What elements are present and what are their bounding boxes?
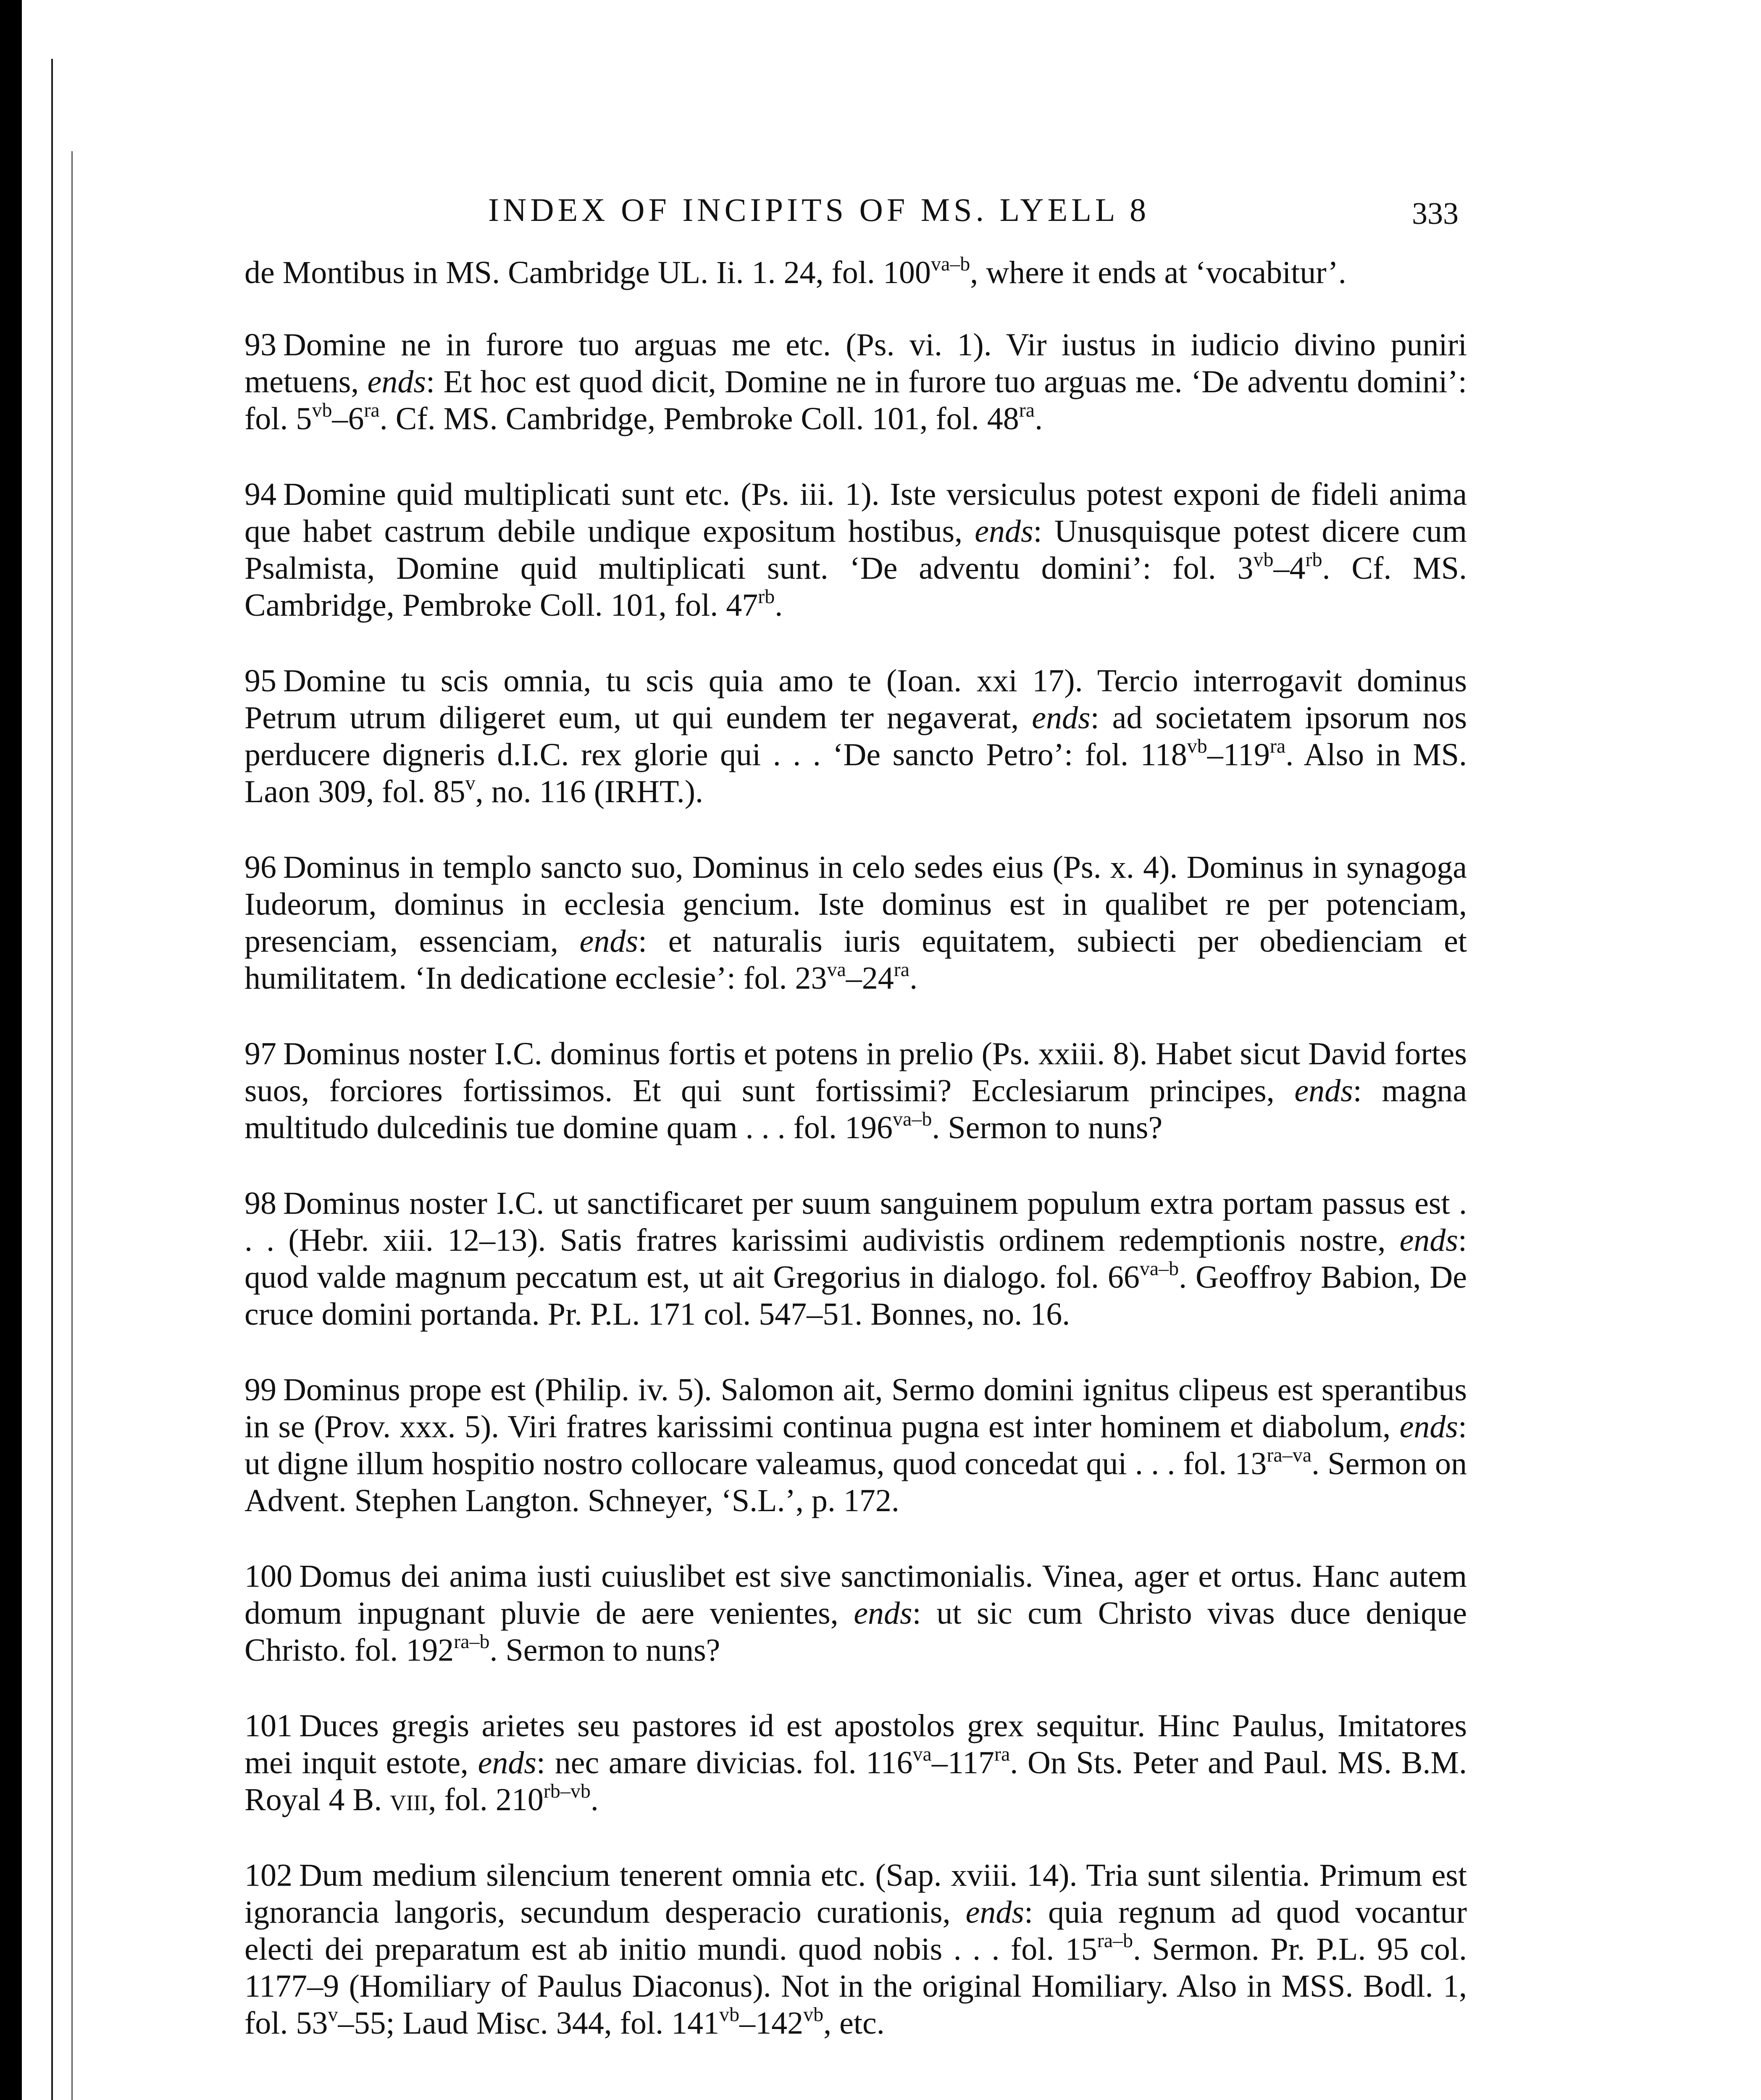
entry-text: –6: [332, 401, 364, 436]
entry-text: : magna multitudo dulcedinis tue domine quam . . . fol. 196: [244, 1073, 1467, 1145]
folio-superscript: rb: [758, 585, 775, 608]
index-entry-97: [244, 1035, 1467, 1146]
index-entry-93: [244, 326, 1467, 437]
running-title: INDEX OF INCIPITS OF MS. LYELL 8: [488, 192, 1150, 228]
entry-number: 99: [244, 1372, 276, 1407]
entry-text: –117: [931, 1745, 994, 1780]
entry-number: 96: [244, 850, 276, 885]
entry-text: : ut digne illum hospitio nostro collocare valeamus, quod concedat qui . . . fol. 13: [244, 1409, 1467, 1481]
folio-superscript: ra: [894, 958, 910, 981]
folio-superscript: va: [912, 1743, 932, 1765]
scan-edge-line: [51, 59, 53, 2100]
entry-text: Dominus prope est (Philip. iv. 5). Salomon ait, Sermo domini ignitus clipeus est sperantibus in se (Prov. xxx. 5). Viri fratres karissimi continua pugna est inter hominem et diabolum,: [244, 1372, 1467, 1444]
entry-text: . Geoffroy Babion, De cruce domini portanda. Pr. P.L. 171 col. 547–51. Bonnes, no. 16.: [244, 1260, 1467, 1332]
folio-superscript: ra: [1269, 735, 1286, 757]
entry-text: : et naturalis iuris equitatem, subiecti per obedienciam et humilitatem. ‘In dedicatione ecclesie’: fol. 23: [244, 924, 1467, 996]
folio-superscript: vb: [803, 2003, 824, 2026]
entry-text: , fol. 210: [428, 1782, 544, 1817]
ends-label: ends: [1399, 1409, 1458, 1444]
index-entry-95: [244, 662, 1467, 810]
entry-text: Domus dei anima iusti cuiuslibet est sive sanctimonialis. Vinea, ager et ortus. Hanc autem domum inpugnant pluvie de aere venientes,: [244, 1559, 1467, 1631]
entry-text: : nec amare divicias. fol. 116: [536, 1745, 913, 1780]
entry-text: , etc.: [823, 2006, 885, 2041]
entry-text: –142: [739, 2006, 804, 2041]
index-entry-96: [244, 849, 1467, 997]
entry-text: , where it ends at ‘vocabitur’.: [970, 255, 1346, 290]
entry-text: –119: [1207, 737, 1270, 772]
entry-number: 101: [244, 1708, 292, 1743]
folio-superscript: va–b: [1139, 1257, 1179, 1280]
ends-label: ends: [1294, 1073, 1353, 1108]
entry-text: Dum medium silencium tenerent omnia etc. (Sap. xviii. 14). Tria sunt silentia. Primum est ignorancia langoris, secundum desperacio curationis,: [244, 1858, 1467, 1930]
entry-text: . On Sts. Peter and Paul. MS. B.M. Royal 4 B.: [244, 1745, 1467, 1817]
entry-text: . Also in MS. Laon 309, fol. 85: [244, 737, 1467, 809]
index-entry-99: [244, 1371, 1467, 1519]
entry-text: –55; Laud Misc. 344, fol. 141: [338, 2006, 720, 2041]
ends-label: ends: [579, 924, 638, 959]
entry-text: –24: [846, 961, 894, 996]
entry-number: 97: [244, 1036, 276, 1071]
folio-superscript: ra: [994, 1743, 1010, 1765]
entry-text: Dominus noster I.C. dominus fortis et potens in prelio (Ps. xxiii. 8). Habet sicut David fortes suos, forciores fortissimos. Et qui sunt fortissimi? Ecclesiarum principes,: [244, 1036, 1467, 1108]
index-entry-102: [244, 1857, 1467, 2042]
entry-text: : Unusquisque potest dicere cum Psalmista, Domine quid multiplicati sunt. ‘De adventu domini’: fol. 3: [244, 514, 1467, 586]
entry-text: .: [1035, 401, 1043, 436]
folio-superscript: rb–vb: [543, 1780, 591, 1802]
small-caps-text: viii: [390, 1782, 428, 1817]
folio-superscript: vb: [1253, 549, 1274, 571]
folio-superscript: v: [328, 2003, 338, 2026]
index-entry-98: [244, 1185, 1467, 1333]
folio-superscript: vb: [719, 2003, 740, 2026]
folio-superscript: va–b: [930, 253, 970, 275]
entry-text: : ad societatem ipsorum nos perducere digneris d.I.C. rex glorie qui . . . ‘De sancto Petro’: fol. 118: [244, 700, 1467, 772]
folio-superscript: v: [465, 772, 476, 794]
entry-text: –4: [1273, 551, 1306, 586]
entry-text: : quia regnum ad quod vocantur electi dei preparatum est ab initio mundi. quod nobis . . . fol. 15: [244, 1895, 1467, 1967]
folio-superscript: vb: [1187, 735, 1207, 757]
folio-superscript: ra–b: [1097, 1929, 1133, 1952]
entry-number: 98: [244, 1186, 276, 1221]
entry-text: . Cf. MS. Cambridge, Pembroke Coll. 101, fol. 47: [244, 551, 1467, 623]
entry-number: 100: [244, 1559, 292, 1594]
entry-text: .: [590, 1782, 599, 1817]
entry-text: Dominus noster I.C. ut sanctificaret per suum sanguinem populum extra portam passus est . . . (Hebr. xiii. 12–13). Satis fratres karissimi audivistis ordinem redemptionis nostre,: [244, 1186, 1467, 1258]
folio-superscript: vb: [312, 399, 332, 421]
ends-label: ends: [965, 1895, 1024, 1930]
index-entry-101: [244, 1707, 1467, 1818]
entry-text: Domine ne in furore tuo arguas me etc. (Ps. vi. 1). Vir iustus in iudicio divino puniri metuens,: [244, 327, 1467, 399]
folio-superscript: va–b: [893, 1108, 932, 1130]
entry-text: Duces gregis arietes seu pastores id est apostolos grex sequitur. Hinc Paulus, Imitatores mei inquit estote,: [244, 1708, 1467, 1780]
folio-superscript: ra–va: [1267, 1444, 1312, 1466]
index-entries: [244, 254, 1467, 2080]
page-number: 333: [1412, 197, 1459, 231]
entry-number: 94: [244, 477, 276, 512]
folio-superscript: ra–b: [454, 1630, 490, 1653]
entry-text: : Et hoc est quod dicit, Domine ne in furore tuo arguas me. ‘De adventu domini’: fol. 5: [244, 364, 1467, 436]
folio-superscript: ra: [1019, 399, 1035, 421]
ends-label: ends: [1399, 1223, 1458, 1258]
scan-edge-line: [71, 151, 73, 2100]
ends-label: ends: [1032, 700, 1091, 735]
ends-label: ends: [367, 364, 426, 399]
entry-text: de Montibus in MS. Cambridge UL. Ii. 1. 24, fol. 100: [244, 255, 931, 290]
ends-label: ends: [975, 514, 1033, 549]
entry-text: Domine quid multiplicati sunt etc. (Ps. iii. 1). Iste versiculus potest exponi de fideli anima que habet castrum debile undique expositum hostibus,: [244, 477, 1467, 549]
entry-number: 102: [244, 1858, 292, 1893]
folio-superscript: va: [827, 958, 846, 981]
entry-number: 95: [244, 663, 276, 698]
entry-text: Domine tu scis omnia, tu scis quia amo te (Ioan. xxi 17). Tercio interrogavit dominus Petrum utrum diligeret eum, ut qui eundem ter negaverat,: [244, 663, 1467, 735]
entry-text: . Sermon to nuns?: [489, 1633, 720, 1668]
folio-superscript: ra: [364, 399, 380, 421]
entry-text: Dominus in templo sancto suo, Dominus in celo sedes eius (Ps. x. 4). Dominus in synagoga Iudeorum, dominus in ecclesia gencium. Iste dominus est in qualibet re per potenciam, presenciam, essenciam,: [244, 850, 1467, 959]
ends-label: ends: [478, 1745, 536, 1780]
book-page: [22, 0, 1761, 2100]
index-entry-100: [244, 1558, 1467, 1669]
ends-label: ends: [854, 1596, 912, 1631]
entry-text: , no. 116 (IRHT.).: [475, 774, 704, 809]
entry-text: : ut sic cum Christo vivas duce denique Christo. fol. 192: [244, 1596, 1467, 1668]
folio-superscript: rb: [1305, 549, 1322, 571]
entry-number: 93: [244, 327, 276, 362]
index-entry-94: [244, 476, 1467, 624]
entry-text: . Sermon to nuns?: [932, 1110, 1163, 1145]
index-entry-continuation: [244, 254, 1467, 291]
entry-text: .: [775, 588, 783, 623]
entry-text: : quod valde magnum peccatum est, ut ait Gregorius in dialogo. fol. 66: [244, 1223, 1467, 1295]
entry-text: . Sermon on Advent. Stephen Langton. Schneyer, ‘S.L.’, p. 172.: [244, 1446, 1467, 1518]
entry-text: . Sermon. Pr. P.L. 95 col. 1177–9 (Homiliary of Paulus Diaconus). Not in the original Homiliary. Also in MSS. Bodl. 1, fol. 53: [244, 1932, 1467, 2041]
entry-text: . Cf. MS. Cambridge, Pembroke Coll. 101, fol. 48: [379, 401, 1019, 436]
entry-text: .: [909, 961, 918, 996]
page-header: [232, 191, 1459, 242]
